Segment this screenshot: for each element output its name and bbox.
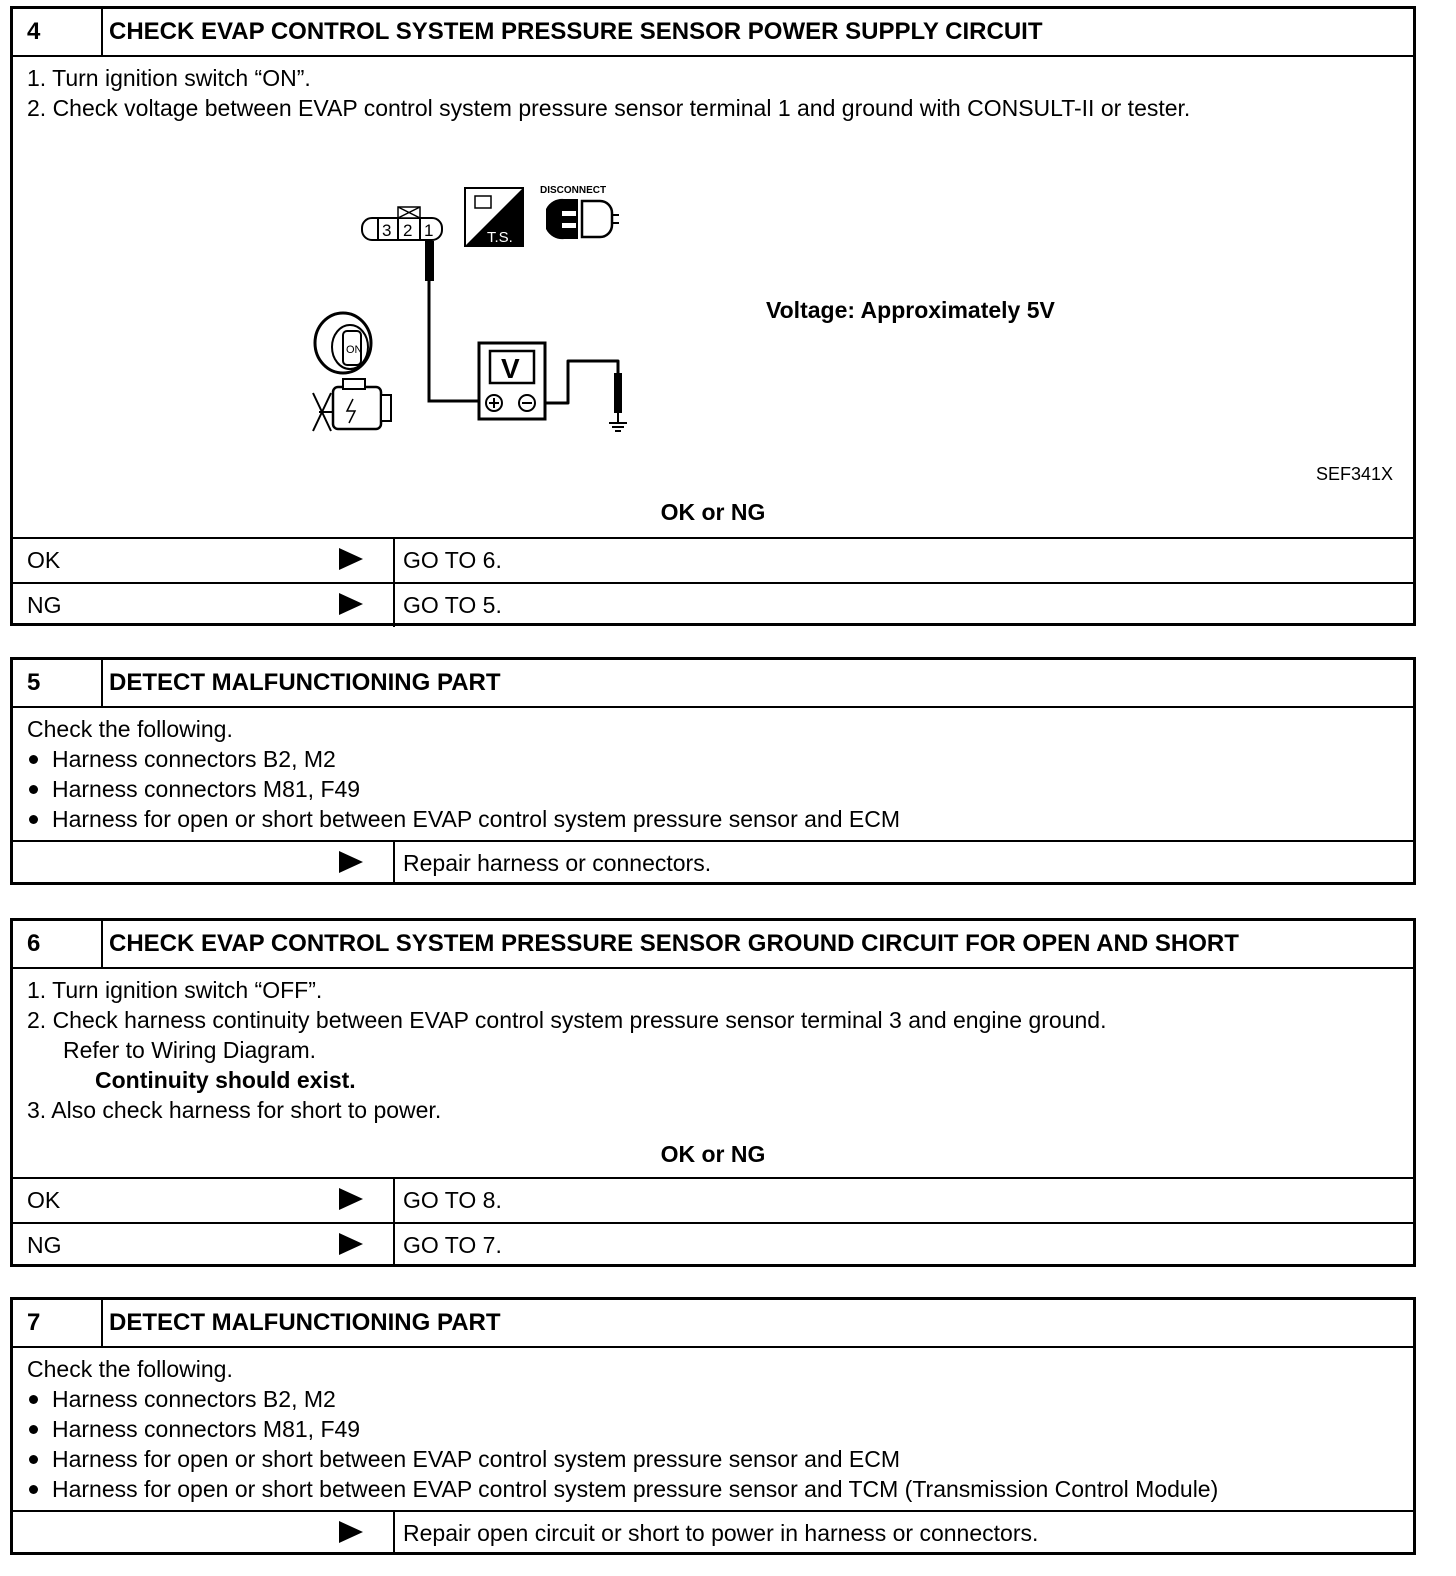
probe-icon: [614, 373, 622, 413]
connector-pin-2: 2: [403, 221, 413, 240]
result-row-ok: [13, 537, 1413, 582]
engine-icon: [313, 379, 391, 431]
result-action: Repair harness or connectors.: [403, 850, 712, 876]
step-number: 6: [13, 921, 103, 967]
step-instructions: [13, 708, 1413, 834]
result-action: GO TO 8.: [403, 1187, 502, 1213]
voltmeter-label: V: [501, 353, 520, 384]
step-title: DETECT MALFUNCTIONING PART: [109, 1309, 501, 1336]
result-row-ok: [13, 1177, 1413, 1222]
intro-text: Check the following.: [27, 1356, 233, 1382]
bullet-dot-icon: [29, 755, 38, 764]
instruction-line: 2. Check voltage between EVAP control system pressure sensor terminal 1 and ground with CONSULT-II or tester.: [27, 95, 1191, 121]
result-action: GO TO 7.: [403, 1232, 502, 1258]
step-instructions: [13, 57, 1413, 123]
step-6-block: [10, 918, 1416, 1267]
step-instructions: [13, 1348, 1413, 1504]
ignition-key-on-icon: [315, 313, 371, 373]
bullet-item: Harness for open or short between EVAP control system pressure sensor and ECM: [27, 1444, 1399, 1474]
result-action: GO TO 6.: [403, 547, 502, 573]
step-header: [13, 1300, 1413, 1348]
bullet-item: Harness connectors B2, M2: [27, 1384, 1399, 1414]
right-arrow-icon: [339, 1233, 363, 1255]
result-row-action: [13, 1510, 1413, 1555]
step-number: 5: [13, 660, 103, 706]
step-header: [13, 921, 1413, 969]
instruction-line: 3. Also check harness for short to power.: [27, 1097, 442, 1123]
right-arrow-icon: [339, 1188, 363, 1210]
step-header: [13, 660, 1413, 708]
bullet-dot-icon: [29, 815, 38, 824]
voltage-check-diagram: [13, 131, 1413, 511]
result-label: OK: [27, 1187, 61, 1213]
ok-or-ng-label: OK or NG: [660, 1141, 766, 1167]
step-5-block: [10, 657, 1416, 885]
bullet-dot-icon: [29, 1395, 38, 1404]
bullet-dot-icon: [29, 785, 38, 794]
connector-pin-1: 1: [424, 221, 434, 240]
voltmeter-icon: [479, 343, 545, 419]
probe-icon: [425, 241, 434, 281]
bullet-item: Harness connectors M81, F49: [27, 774, 1399, 804]
intro-text: Check the following.: [27, 716, 233, 742]
bullet-item: Harness for open or short between EVAP control system pressure sensor and ECM: [27, 804, 1399, 834]
step-instructions: [13, 969, 1413, 1125]
bullet-item: Harness for open or short between EVAP control system pressure sensor and TCM (Transmission Control Module): [27, 1474, 1399, 1504]
result-row-ng: [13, 582, 1413, 627]
disconnect-icon: [540, 185, 619, 239]
right-arrow-icon: [339, 548, 363, 570]
ground-symbol-icon: [609, 413, 627, 431]
key-on-label: ON: [346, 344, 363, 356]
bullet-dot-icon: [29, 1455, 38, 1464]
step-header: [13, 9, 1413, 57]
ok-or-ng-label: OK or NG: [660, 499, 766, 525]
right-arrow-icon: [339, 1521, 363, 1543]
ts-test-icon: [465, 188, 523, 246]
result-row-action: [13, 840, 1413, 885]
result-label: NG: [27, 592, 62, 618]
right-arrow-icon: [339, 593, 363, 615]
figure-code: SEF341X: [1316, 464, 1394, 484]
bullet-item: Harness connectors M81, F49: [27, 1414, 1399, 1444]
result-label: NG: [27, 1232, 62, 1258]
instruction-line: 1. Turn ignition switch “OFF”.: [27, 977, 323, 1003]
result-action: GO TO 5.: [403, 592, 502, 618]
result-label: OK: [27, 547, 61, 573]
step-number: 7: [13, 1300, 103, 1346]
bullet-dot-icon: [29, 1425, 38, 1434]
step-title: CHECK EVAP CONTROL SYSTEM PRESSURE SENSOR GROUND CIRCUIT FOR OPEN AND SHORT: [109, 930, 1239, 957]
instruction-spec: Continuity should exist.: [95, 1067, 356, 1093]
step-4-block: [10, 6, 1416, 626]
ts-label: T.S.: [487, 229, 513, 246]
step-title: DETECT MALFUNCTIONING PART: [109, 669, 501, 696]
result-action: Repair open circuit or short to power in harness or connectors.: [403, 1520, 1039, 1546]
instruction-line: 1. Turn ignition switch “ON”.: [27, 65, 311, 91]
bullet-item: Harness connectors B2, M2: [27, 744, 1399, 774]
bullet-dot-icon: [29, 1485, 38, 1494]
instruction-line: 2. Check harness continuity between EVAP control system pressure sensor terminal 3 and engine ground.: [27, 1007, 1107, 1033]
connector-pin-3: 3: [382, 221, 392, 240]
disconnect-label: DISCONNECT: [540, 185, 607, 196]
result-row-ng: [13, 1222, 1413, 1267]
step-7-block: [10, 1297, 1416, 1555]
step-number: 4: [13, 9, 103, 55]
voltage-spec: Voltage: Approximately 5V: [766, 297, 1055, 323]
step-title: CHECK EVAP CONTROL SYSTEM PRESSURE SENSOR POWER SUPPLY CIRCUIT: [109, 18, 1043, 45]
sensor-connector-icon: [362, 207, 442, 240]
right-arrow-icon: [339, 851, 363, 873]
instruction-subline: Refer to Wiring Diagram.: [63, 1037, 317, 1063]
